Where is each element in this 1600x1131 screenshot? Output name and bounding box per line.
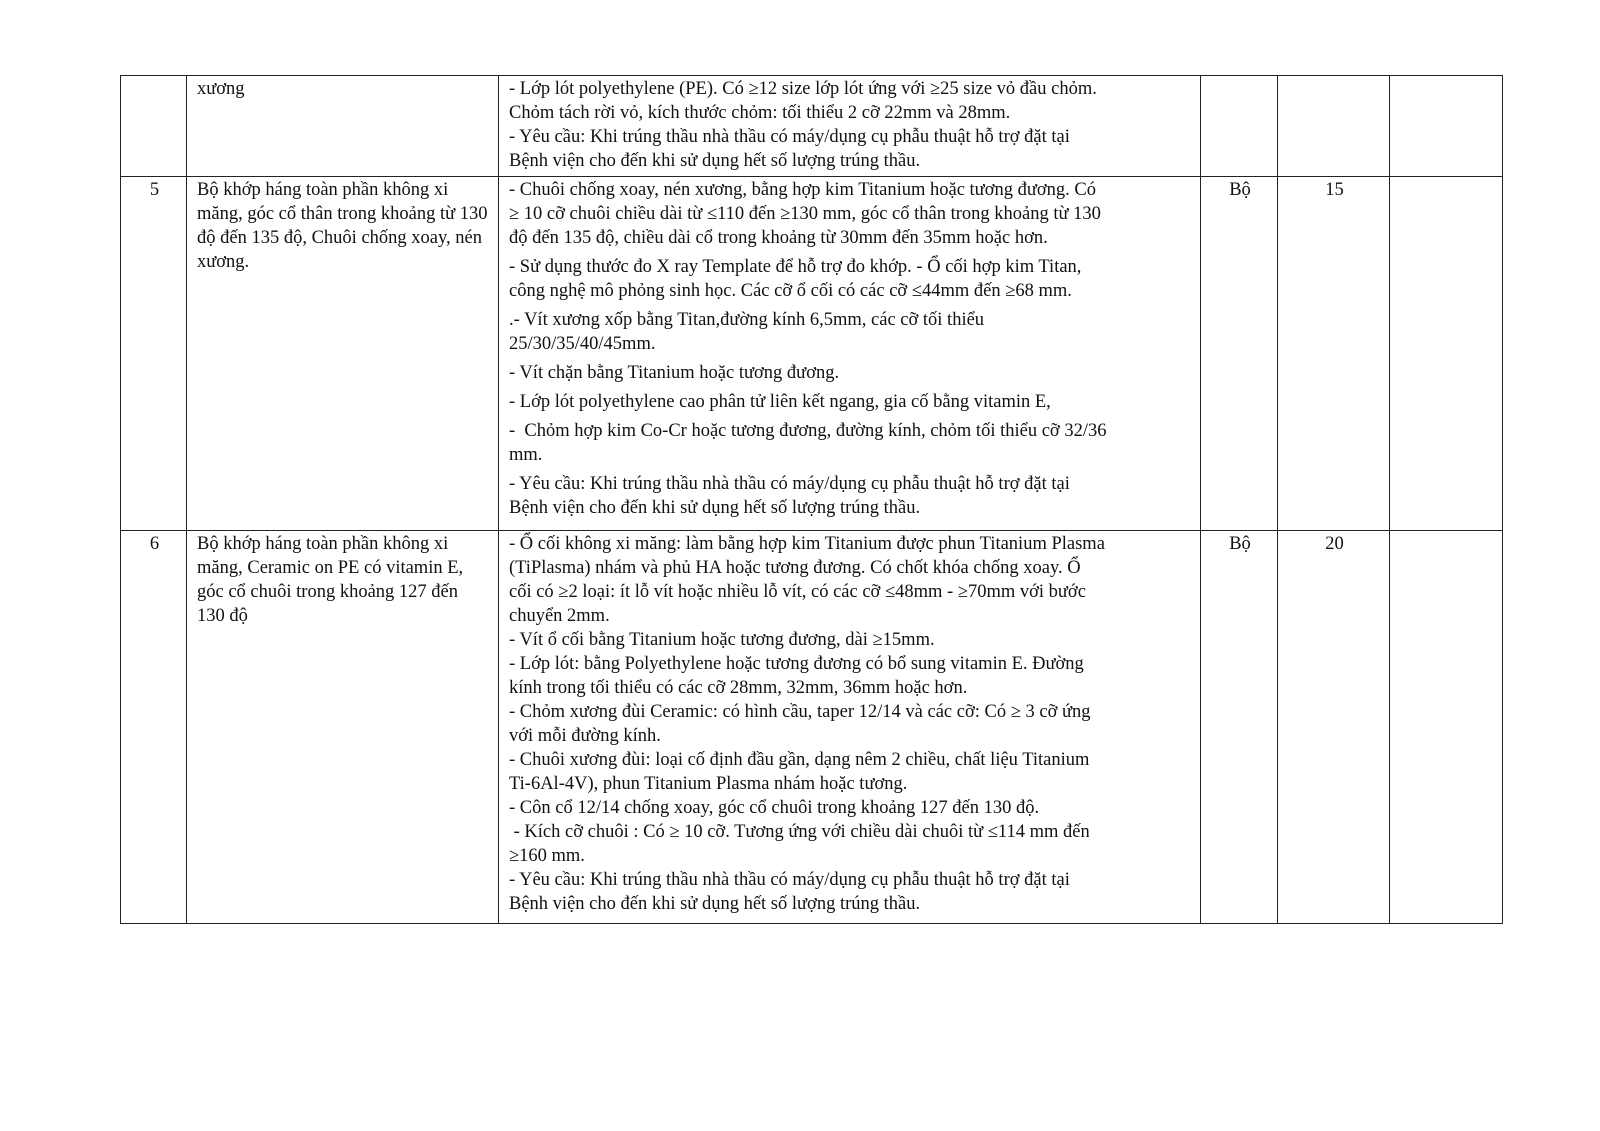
quantity-cell: 15	[1278, 177, 1390, 531]
spec-line: - Chuôi chống xoay, nén xương, bằng hợp kim Titanium hoặc tương đương. Có	[509, 180, 1097, 200]
spec-line: - Sử dụng thước đo X ray Template để hỗ trợ đo khớp. - Ổ cối hợp kim Titan,	[509, 257, 1082, 277]
item-name-cell: Bộ khớp háng toàn phần không xi măng, Ceramic on PE có vitamin E, góc cổ chuôi trong khoảng 127 đến 130 độ	[187, 531, 499, 924]
spec-line: - Yêu cầu: Khi trúng thầu nhà thầu có máy/dụng cụ phẫu thuật hỗ trợ đặt tại	[509, 474, 1070, 494]
spec-line: Ti-6Al-4V), phun Titanium Plasma nhám hoặc tương.	[509, 774, 908, 794]
item-number-cell: 6	[121, 531, 187, 924]
spec-line: kính trong tối thiểu có các cỡ 28mm, 32mm, 36mm hoặc hơn.	[509, 678, 968, 698]
empty-cell	[1390, 177, 1503, 531]
item-spec-cell	[499, 531, 1201, 924]
spec-line: ≥ 10 cỡ chuôi chiều dài từ ≤110 đến ≥130 mm, góc cổ thân trong khoảng từ 130	[509, 204, 1101, 224]
table-row	[121, 177, 1503, 531]
spec-line: Bệnh viện cho đến khi sử dụng hết số lượng trúng thầu.	[509, 498, 921, 518]
table-row	[121, 531, 1503, 924]
spec-line: công nghệ mô phỏng sinh học. Các cỡ ổ cối có các cỡ ≤44mm đến ≥68 mm.	[509, 281, 1072, 301]
item-spec-cell	[499, 76, 1201, 177]
spec-line: - Yêu cầu: Khi trúng thầu nhà thầu có máy/dụng cụ phẫu thuật hỗ trợ đặt tại	[509, 127, 1070, 147]
spec-line: với mỗi đường kính.	[509, 726, 661, 746]
specification-table	[120, 75, 1503, 924]
item-name-cell: Bộ khớp háng toàn phần không xi măng, góc cổ thân trong khoảng từ 130 độ đến 135 độ, Chuôi chống xoay, nén xương.	[187, 177, 499, 531]
empty-cell	[1390, 531, 1503, 924]
empty-cell	[1390, 76, 1503, 177]
spec-line: - Chuôi xương đùi: loại cố định đầu gần, dạng nêm 2 chiều, chất liệu Titanium	[509, 750, 1090, 770]
spec-line: Bệnh viện cho đến khi sử dụng hết số lượng trúng thầu.	[509, 894, 921, 914]
spec-line: - Lớp lót: bằng Polyethylene hoặc tương đương có bổ sung vitamin E. Đường	[509, 654, 1084, 674]
spec-line: - Ổ cối không xi măng: làm bằng hợp kim Titanium được phun Titanium Plasma	[509, 534, 1105, 554]
spec-line: - Kích cỡ chuôi : Có ≥ 10 cỡ. Tương ứng với chiều dài chuôi từ ≤114 mm đến	[509, 822, 1090, 842]
spec-line: độ đến 135 độ, chiều dài cổ trong khoảng từ 30mm đến 35mm hoặc hơn.	[509, 228, 1048, 248]
spec-line: (TiPlasma) nhám và phủ HA hoặc tương đương. Có chốt khóa chống xoay. Ổ	[509, 558, 1081, 578]
item-number-cell	[121, 76, 187, 177]
spec-line: - Chỏm xương đùi Ceramic: có hình cầu, taper 12/14 và các cỡ: Có ≥ 3 cỡ ứng	[509, 702, 1091, 722]
spec-line: chuyển 2mm.	[509, 606, 610, 626]
spec-line: - Vít ổ cối bằng Titanium hoặc tương đương, dài ≥15mm.	[509, 630, 935, 650]
spec-line: - Chỏm hợp kim Co-Cr hoặc tương đương, đường kính, chỏm tối thiểu cỡ 32/36	[509, 421, 1107, 441]
spec-line: ≥160 mm.	[509, 846, 585, 866]
quantity-cell: 20	[1278, 531, 1390, 924]
quantity-cell	[1278, 76, 1390, 177]
spec-line: - Yêu cầu: Khi trúng thầu nhà thầu có máy/dụng cụ phẫu thuật hỗ trợ đặt tại	[509, 870, 1070, 890]
spec-line: .- Vít xương xốp bằng Titan,đường kính 6,5mm, các cỡ tối thiểu	[509, 310, 985, 330]
unit-cell	[1201, 76, 1278, 177]
unit-cell: Bộ	[1201, 531, 1278, 924]
spec-line: - Lớp lót polyethylene cao phân tử liên kết ngang, gia cố bằng vitamin E,	[509, 392, 1051, 412]
spec-line: - Côn cổ 12/14 chống xoay, góc cổ chuôi trong khoảng 127 đến 130 độ.	[509, 798, 1040, 818]
item-spec-cell	[499, 177, 1201, 531]
spec-line: Chỏm tách rời vỏ, kích thước chỏm: tối thiểu 2 cỡ 22mm và 28mm.	[509, 103, 1011, 123]
spec-line: - Vít chặn bằng Titanium hoặc tương đương.	[509, 363, 840, 383]
unit-cell: Bộ	[1201, 177, 1278, 531]
table-row	[121, 76, 1503, 177]
spec-line: - Lớp lót polyethylene (PE). Có ≥12 size lớp lót ứng với ≥25 size vỏ đầu chỏm.	[509, 79, 1097, 99]
spec-line: mm.	[509, 445, 543, 465]
spec-line: 25/30/35/40/45mm.	[509, 334, 656, 354]
item-name-cell: xương	[187, 76, 499, 177]
item-number-cell: 5	[121, 177, 187, 531]
spec-line: cối có ≥2 loại: ít lỗ vít hoặc nhiều lỗ vít, có các cỡ ≤48mm - ≥70mm với bước	[509, 582, 1086, 602]
spec-line: Bệnh viện cho đến khi sử dụng hết số lượng trúng thầu.	[509, 151, 921, 171]
